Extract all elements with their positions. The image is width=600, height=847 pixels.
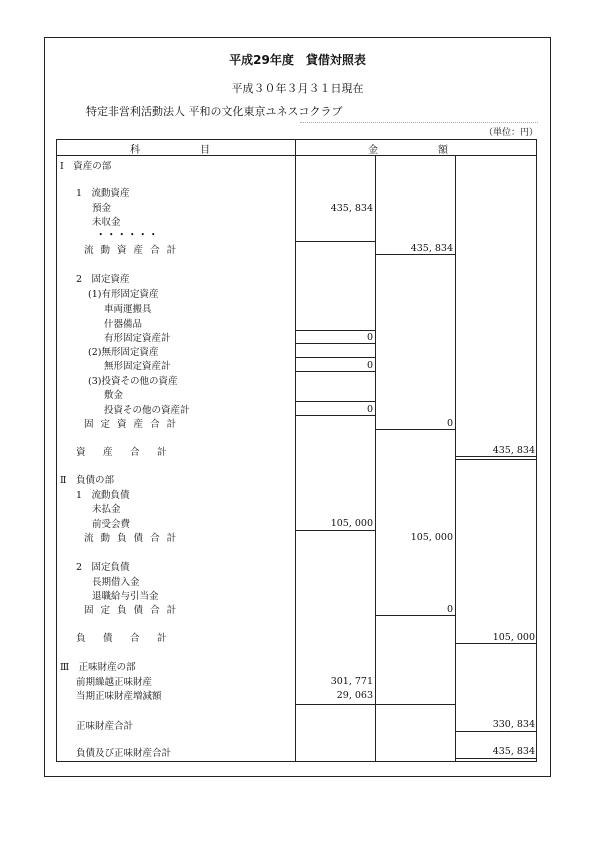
- unit-label: （単位：円）: [483, 128, 538, 138]
- investments-heading: (3)投資その他の資産: [88, 376, 178, 387]
- rule-investments-top: [295, 401, 375, 402]
- liabilities-total-value: 105, 000: [492, 632, 535, 643]
- accrued-label: 未払金: [92, 504, 121, 515]
- fixed-liabilities-total-label: 固 定 負 債 合 計: [84, 605, 179, 616]
- fixtures-label: 什器備品: [104, 319, 143, 330]
- rule-tangible-top: [295, 330, 375, 331]
- tangible-total-label: 有形固定資産計: [104, 333, 171, 344]
- rule-net-assets: [295, 704, 455, 705]
- advance-fees-label: 前受会費: [92, 519, 131, 530]
- assets-total-value: 435, 834: [492, 445, 535, 456]
- investments-total-value: 0: [366, 404, 373, 415]
- vehicles-label: 車両運搬具: [104, 304, 152, 315]
- deposit-money-label: 敷金: [104, 390, 124, 401]
- document-title: 平成29年度 貸借対照表: [229, 53, 366, 67]
- rule-current-assets: [295, 241, 375, 242]
- net-assets-total-label: 正味財産合計: [76, 721, 134, 732]
- report-date: 平成３０年３月３１日現在: [231, 82, 364, 95]
- net-assets-section: Ⅲ 正味財産の部: [60, 662, 136, 673]
- org-underline: [300, 122, 538, 123]
- ellipsis-row: ・・・・・・: [96, 230, 160, 241]
- fixed-assets-total-value: 0: [446, 418, 453, 429]
- retirement-label: 退職給与引当金: [92, 591, 159, 602]
- rule-net-assets-total: [455, 731, 537, 732]
- net-change-label: 当期正味財産増減額: [76, 691, 162, 702]
- rule-current-liabilities: [295, 530, 375, 531]
- intangible-total-label: 無形固定資産計: [104, 361, 171, 372]
- liabilities-section: Ⅱ 負債の部: [60, 475, 114, 486]
- intangible-heading: (2)無形固定資産: [88, 347, 159, 358]
- rule-assets-total-2: [455, 459, 537, 460]
- header-subject: 科 目: [130, 145, 210, 156]
- deposits-value: 435, 834: [330, 203, 373, 214]
- fixed-liabilities-total-value: 0: [446, 604, 453, 615]
- net-change-value: 29, 063: [336, 690, 373, 701]
- deposits-label: 預金: [92, 203, 112, 214]
- col-divider-subject: [295, 139, 296, 762]
- liabilities-total-label: 負 債 合 計: [76, 633, 171, 644]
- current-assets-total-value: 435, 834: [410, 243, 453, 254]
- organization-name: 特定非営利活動法人 平和の文化東京ユネスコクラブ: [86, 105, 343, 118]
- rule-grand-total-1: [455, 758, 537, 759]
- fixed-assets-total-label: 固 定 資 産 合 計: [84, 419, 179, 430]
- investments-total-label: 投資その他の資産計: [104, 405, 190, 416]
- current-liabilities-heading: 1 流動負債: [76, 490, 130, 501]
- assets-total-label: 資 産 合 計: [76, 447, 171, 458]
- grand-total-label: 負債及び正味財産合計: [76, 748, 172, 759]
- tangible-heading: (1)有形固定資産: [88, 289, 159, 300]
- current-assets-heading: 1 流動資産: [76, 188, 130, 199]
- carried-forward-value: 301, 771: [330, 676, 373, 687]
- fixed-liabilities-heading: 2 固定負債: [76, 562, 130, 573]
- fixed-assets-heading: 2 固定資産: [76, 274, 130, 285]
- grand-total-value: 435, 834: [492, 746, 535, 757]
- current-liabilities-total-value: 105, 000: [410, 532, 453, 543]
- current-assets-total-label: 流 動 資 産 合 計: [84, 245, 179, 256]
- intangible-total-value: 0: [366, 360, 373, 371]
- header-amount: 金 額: [368, 145, 448, 156]
- advance-fees-value: 105, 000: [330, 518, 373, 529]
- receivable-label: 未収金: [92, 217, 121, 228]
- net-assets-total-value: 330, 834: [492, 719, 535, 730]
- long-term-loans-label: 長期借入金: [92, 577, 140, 588]
- header-divider: [56, 155, 537, 156]
- current-liabilities-total-label: 流 動 負 債 合 計: [84, 533, 179, 544]
- tangible-total-value: 0: [366, 332, 373, 343]
- assets-section: Ⅰ 資産の部: [60, 161, 112, 172]
- rule-intangible-top: [295, 357, 375, 358]
- carried-forward-label: 前期繰越正味財産: [76, 677, 153, 688]
